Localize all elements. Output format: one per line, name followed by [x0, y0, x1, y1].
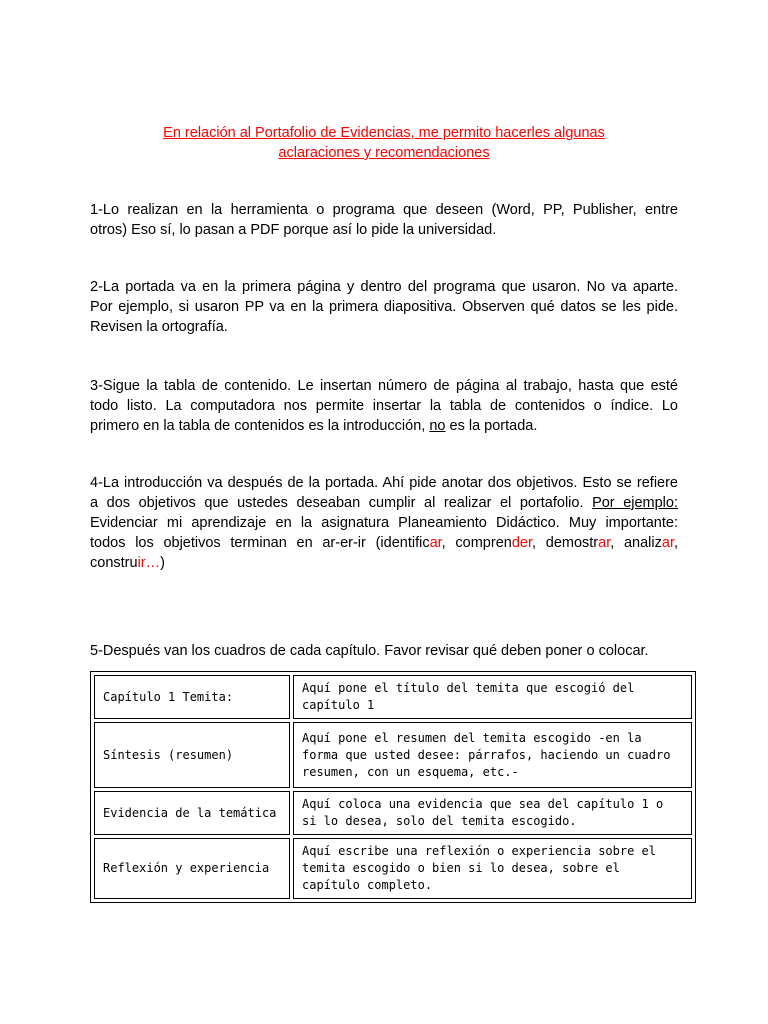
- table-cell-desc: Aquí coloca una evidencia que sea del capítulo 1 o si lo desea, solo del temita escogido.: [293, 791, 692, 835]
- paragraph-4-line-3: Evidenciar mi aprendizaje en la asignatura Planeamiento Didáctico. Muy importante:: [90, 515, 678, 531]
- table-cell-label: Reflexión y experiencia: [94, 838, 290, 899]
- paragraph-5-line-1: 5-Después van los cuadros de cada capítulo. Favor revisar qué deben poner o colocar.: [90, 643, 649, 659]
- paragraph-3-line-3: [90, 416, 678, 436]
- table-cell-desc: Aquí escribe una reflexión o experiencia sobre el temita escogido o bien si lo desea, sobre el capítulo completo.: [293, 838, 692, 899]
- verb-ending-ar-1: ar: [429, 535, 442, 551]
- paragraph-4-line-2: [90, 493, 678, 513]
- title-line-2: aclaraciones y recomendaciones: [278, 145, 490, 161]
- verb-text-4: , analiz: [610, 535, 662, 551]
- table-cell-label: Síntesis (resumen): [94, 722, 290, 788]
- verb-text-3: , demostr: [532, 535, 599, 551]
- verb-ending-ir: ir…: [137, 555, 161, 571]
- underlined-por-ejemplo: Por ejemplo:: [592, 495, 678, 511]
- table-row: [94, 675, 692, 719]
- table-cell-desc: Aquí pone el resumen del temita escogido -en la forma que usted desee: párrafos, haciendo un cuadro resumen, con un esquema, etc.-: [293, 722, 692, 788]
- paragraph-1-line-1: 1-Lo realizan en la herramienta o programa que deseen (Word, PP, Publisher, entre: [90, 202, 678, 218]
- paragraph-3-line-3-text: primero en la tabla de contenidos es la introducción,: [90, 418, 426, 434]
- paragraph-3-line-2: todo listo. La computadora nos permite insertar la tabla de contenidos o índice. Lo: [90, 398, 678, 414]
- table-row: [94, 791, 692, 835]
- paragraph-4-line-5: [90, 553, 678, 573]
- paragraph-1-line-2: otros) Eso sí, lo pasan a PDF porque así lo pide la universidad.: [90, 222, 497, 238]
- table-cell-desc: Aquí pone el título del temita que escogió del capítulo 1: [293, 675, 692, 719]
- paragraph-3-line-3-end: es la portada.: [449, 418, 538, 434]
- document-title: [90, 123, 678, 163]
- paragraph-3-line-1: 3-Sigue la tabla de contenido. Le insertan número de página al trabajo, hasta que esté: [90, 378, 678, 394]
- verb-text-2: , compren: [441, 535, 512, 551]
- paragraph-2: [90, 277, 678, 337]
- verb-text-1: todos los objetivos terminan en ar-er-ir (identific: [90, 535, 430, 551]
- paragraph-1: [90, 200, 678, 240]
- table-cell-label: Evidencia de la temática: [94, 791, 290, 835]
- paragraph-4-line-4: [90, 533, 678, 553]
- paragraph-4-line-2-text: a dos objetivos que ustedes deseaban cumplir al realizar el portafolio.: [90, 495, 584, 511]
- table-row: [94, 838, 692, 899]
- verb-text-5: ,: [673, 535, 678, 551]
- paragraph-4: [90, 473, 678, 573]
- table-row: [94, 722, 692, 788]
- underlined-no: no: [429, 418, 446, 434]
- chapter-table: [90, 671, 696, 903]
- table-cell-label: Capítulo 1 Temita:: [94, 675, 290, 719]
- verb-ending-ar-2: ar: [598, 535, 611, 551]
- title-line-1: En relación al Portafolio de Evidencias, me permito hacerles algunas: [163, 125, 605, 141]
- verb-ending-ar-3: ar: [661, 535, 674, 551]
- paragraph-4-line-1: 4-La introducción va después de la portada. Ahí pide anotar dos objetivos. Esto se refiere: [90, 475, 678, 491]
- paragraph-2-line-3: Revisen la ortografía.: [90, 319, 228, 335]
- verb-text-6: constru: [90, 555, 138, 571]
- paragraph-2-line-2: Por ejemplo, si usaron PP va en la primera diapositiva. Observen qué datos se les pide.: [90, 299, 678, 315]
- verb-ending-der: der: [511, 535, 533, 551]
- verb-text-7: ): [160, 555, 165, 571]
- paragraph-2-line-1: 2-La portada va en la primera página y dentro del programa que usaron. No va aparte.: [90, 279, 678, 295]
- paragraph-3: [90, 376, 678, 436]
- paragraph-5: [90, 641, 678, 661]
